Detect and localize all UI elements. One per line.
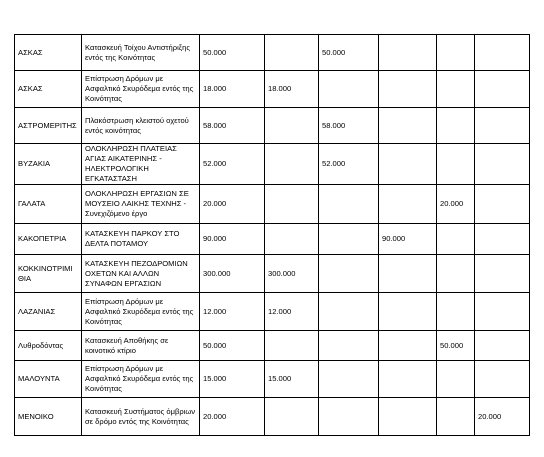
amount-cell: 12.000 [265,293,319,331]
total-cell: 15.000 [200,361,265,398]
table-row [15,71,530,108]
village-cell: Λυθροδόντας [15,331,82,361]
amount-cell [379,255,437,293]
village-cell: ΜΕΝΟΙΚΟ [15,398,82,436]
amount-cell [437,293,475,331]
amount-cell: 20.000 [475,398,530,436]
amount-cell [379,71,437,108]
amount-cell [379,185,437,224]
village-cell: ΜΑΛΟΥΝΤΑ [15,361,82,398]
description-cell: Επίστρωση Δρόμων με Ασφαλτικό Σκυρόδεμα εντός της Κοινότητας [82,293,200,331]
amount-cell [265,35,319,71]
amount-cell [379,361,437,398]
amount-cell: 20.000 [437,185,475,224]
amount-cell: 52.000 [319,144,379,185]
description-cell: Πλακόστρωση κλειστού οχετού εντός κοινότητας [82,108,200,144]
table-row [15,35,530,71]
table-row [15,398,530,436]
total-cell: 18.000 [200,71,265,108]
amount-cell [319,224,379,255]
description-cell: Επίστρωση Δρόμων με Ασφαλτικό Σκυρόδεμα εντός της Κοινότητας [82,71,200,108]
amount-cell [265,398,319,436]
table-row [15,224,530,255]
amount-cell [265,331,319,361]
amount-cell [319,361,379,398]
total-cell: 50.000 [200,35,265,71]
amount-cell [379,108,437,144]
amount-cell [437,361,475,398]
table-row [15,331,530,361]
amount-cell: 90.000 [379,224,437,255]
amount-cell [437,255,475,293]
amount-cell [265,224,319,255]
amount-cell [265,108,319,144]
amount-cell [475,185,530,224]
amount-cell: 18.000 [265,71,319,108]
amount-cell [475,331,530,361]
amount-cell: 50.000 [319,35,379,71]
table-row [15,185,530,224]
village-cell: ΛΑΖΑΝΙΑΣ [15,293,82,331]
amount-cell [379,398,437,436]
total-cell: 58.000 [200,108,265,144]
table-row [15,255,530,293]
village-cell: ΑΣΤΡΟΜΕΡΙΤΗΣ [15,108,82,144]
table-row [15,361,530,398]
amount-cell [437,108,475,144]
amount-cell: 50.000 [437,331,475,361]
amount-cell [319,185,379,224]
amount-cell [437,224,475,255]
amount-cell [319,398,379,436]
total-cell: 12.000 [200,293,265,331]
amount-cell [265,185,319,224]
amount-cell [475,224,530,255]
description-cell: ΚΑΤΑΣΚΕΥΗ ΠΑΡΚΟΥ ΣΤΟ ΔΕΛΤΑ ΠΟΤΑΜΟΥ [82,224,200,255]
village-cell: ΓΑΛΑΤΑ [15,185,82,224]
amount-cell [437,35,475,71]
description-cell: Κατασκευή Συστήματος όμβριων σε δρόμο εντός της Κοινότητας [82,398,200,436]
amount-cell [475,71,530,108]
village-cell: ΚΟΚΚΙΝΟΤΡΙΜΙΘΙΑ [15,255,82,293]
description-cell: ΟΛΟΚΛΗΡΩΣΗ ΕΡΓΑΣΙΩΝ ΣΕ ΜΟΥΣΕΙΟ ΛΑΙΚΗΣ ΤΕΧΝΗΣ - Συνεχιζόμενο έργο [82,185,200,224]
amount-cell [437,398,475,436]
total-cell: 52.000 [200,144,265,185]
amount-cell [379,144,437,185]
village-cell: ΑΣΚΑΣ [15,71,82,108]
amount-cell [319,331,379,361]
village-cell: ΚΑΚΟΠΕΤΡΙΑ [15,224,82,255]
amount-cell [475,108,530,144]
table-row [15,144,530,185]
amount-cell [379,331,437,361]
table-row [15,293,530,331]
amount-cell [265,144,319,185]
amount-cell [475,144,530,185]
description-cell: Επίστρωση Δρόμων με Ασφαλτικό Σκυρόδεμα εντός της Κοινότητας [82,361,200,398]
amount-cell [475,293,530,331]
description-cell: Κατασκευή Αποθήκης σε κοινοτικό κτίριο [82,331,200,361]
amount-cell: 15.000 [265,361,319,398]
total-cell: 50.000 [200,331,265,361]
total-cell: 20.000 [200,398,265,436]
amount-cell [319,293,379,331]
total-cell: 300.000 [200,255,265,293]
amount-cell [475,361,530,398]
description-cell: ΚΑΤΑΣΚΕΥΗ ΠΕΖΟΔΡΟΜΙΩΝ ΟΧΕΤΩΝ ΚΑΙ ΑΛΛΩΝ ΣΥΝΑΦΩΝ ΕΡΓΑΣΙΩΝ [82,255,200,293]
description-cell: ΟΛΟΚΛΗΡΩΣΗ ΠΛΑΤΕΙΑΣ ΑΓΙΑΣ ΑΙΚΑΤΕΡΙΝΗΣ - ΗΛΕΚΤΡΟΛΟΓΙΚΗ ΕΓΚΑΤΑΣΤΑΣΗ [82,144,200,185]
projects-table [14,34,530,436]
amount-cell: 58.000 [319,108,379,144]
total-cell: 20.000 [200,185,265,224]
amount-cell [437,144,475,185]
amount-cell [475,35,530,71]
total-cell: 90.000 [200,224,265,255]
description-cell: Κατασκευή Τοίχου Αντιστήριξης εντός της Κοινότητας [82,35,200,71]
projects-table-body [15,35,530,436]
village-cell: ΒΥΖΑΚΙΑ [15,144,82,185]
amount-cell [475,255,530,293]
amount-cell [319,71,379,108]
village-cell: ΑΣΚΑΣ [15,35,82,71]
amount-cell: 300.000 [265,255,319,293]
amount-cell [379,293,437,331]
table-row [15,108,530,144]
amount-cell [437,71,475,108]
amount-cell [319,255,379,293]
amount-cell [379,35,437,71]
